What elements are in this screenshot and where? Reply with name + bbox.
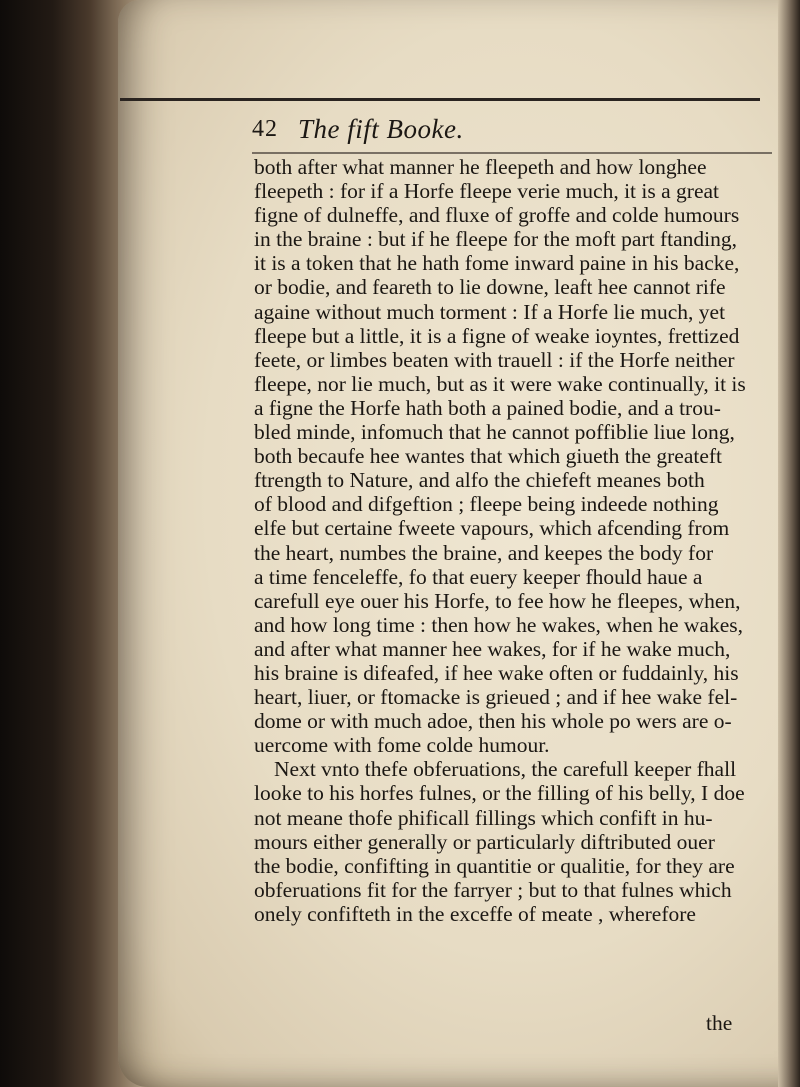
- text-line: heart, liuer, or ftomacke is grieued ; and if hee wake fel-: [254, 685, 738, 710]
- text-line: and after what manner hee wakes, for if he wake much,: [254, 636, 731, 661]
- text-line: carefull eye ouer his Horfe, to fee how he fleepes, when,: [254, 588, 741, 613]
- text-line: the bodie, confifting in quantitie or qualitie, for they are: [254, 853, 735, 878]
- text-line: looke to his horfes fulnes, or the filling of his belly, I doe: [254, 781, 745, 806]
- text-line: in the braine : but if he fleepe for the moft part ftanding,: [254, 227, 737, 252]
- text-line: of blood and difgeftion ; fleepe being indeede nothing: [254, 492, 719, 517]
- text-line: elfe but certaine fweete vapours, which afcending from: [254, 516, 730, 541]
- text-line: and how long time : then how he wakes, when he wakes,: [254, 612, 744, 637]
- text-line: it is a token that he hath fome inward paine in his backe,: [254, 251, 740, 276]
- text-line: fleepeth : for if a Horfe fleepe verie much, it is a great: [254, 179, 720, 204]
- text-line: mours either generally or particularly diftributed ouer: [254, 829, 715, 854]
- book-title: The fift Booke.: [298, 114, 464, 144]
- text-line: onely confifteth in the exceffe of meate , wherefore: [254, 901, 696, 926]
- head-rule: [252, 152, 772, 154]
- catchword: the: [706, 1011, 733, 1035]
- text-line: his braine is difeafed, if hee wake often or fuddainly, his: [254, 660, 739, 685]
- text-line: againe without much torment : If a Horfe lie much, yet: [254, 299, 726, 324]
- text-line: or bodie, and feareth to lie downe, leaft hee cannot rife: [254, 275, 726, 300]
- text-line: fleepe, nor lie much, but as it were wake continually, it is: [254, 371, 746, 396]
- text-line: both after what manner he fleepeth and how longhee: [254, 155, 707, 179]
- text-line: uercome with fome colde humour.: [254, 733, 550, 758]
- text-line: a figne the Horfe hath both a pained bodie, and a trou-: [254, 395, 721, 420]
- text-line: fleepe but a little, it is a figne of weake ioyntes, frettized: [254, 323, 740, 348]
- text-line: feete, or limbes beaten with trauell : if the Horfe neither: [254, 347, 735, 372]
- text-line: the heart, numbes the braine, and keepes the body for: [254, 540, 714, 565]
- body-text: [254, 155, 794, 926]
- text-line: both becaufe hee wantes that which giueth the greateft: [254, 444, 723, 469]
- text-line: dome or with much adoe, then his whole po wers are o-: [254, 709, 732, 734]
- paragraph-start-line: Next vnto thefe obferuations, the carefull keeper fhall: [274, 757, 737, 782]
- text-line: bled minde, infomuch that he cannot poffiblie liue long,: [254, 420, 735, 445]
- text-line: figne of dulneffe, and fluxe of groffe and colde humours: [254, 203, 740, 228]
- running-head: [252, 116, 792, 156]
- text-line: a time fenceleffe, fo that euery keeper fhould haue a: [254, 564, 703, 589]
- text-line: ftrength to Nature, and alfo the chiefeft meanes both: [254, 468, 705, 493]
- text-line: not meane thofe phificall fillings which confift in hu-: [254, 805, 713, 830]
- text-line: obferuations fit for the farryer ; but to that fulnes which: [254, 877, 732, 902]
- top-rule: [120, 98, 760, 101]
- page-number: 42: [252, 116, 278, 142]
